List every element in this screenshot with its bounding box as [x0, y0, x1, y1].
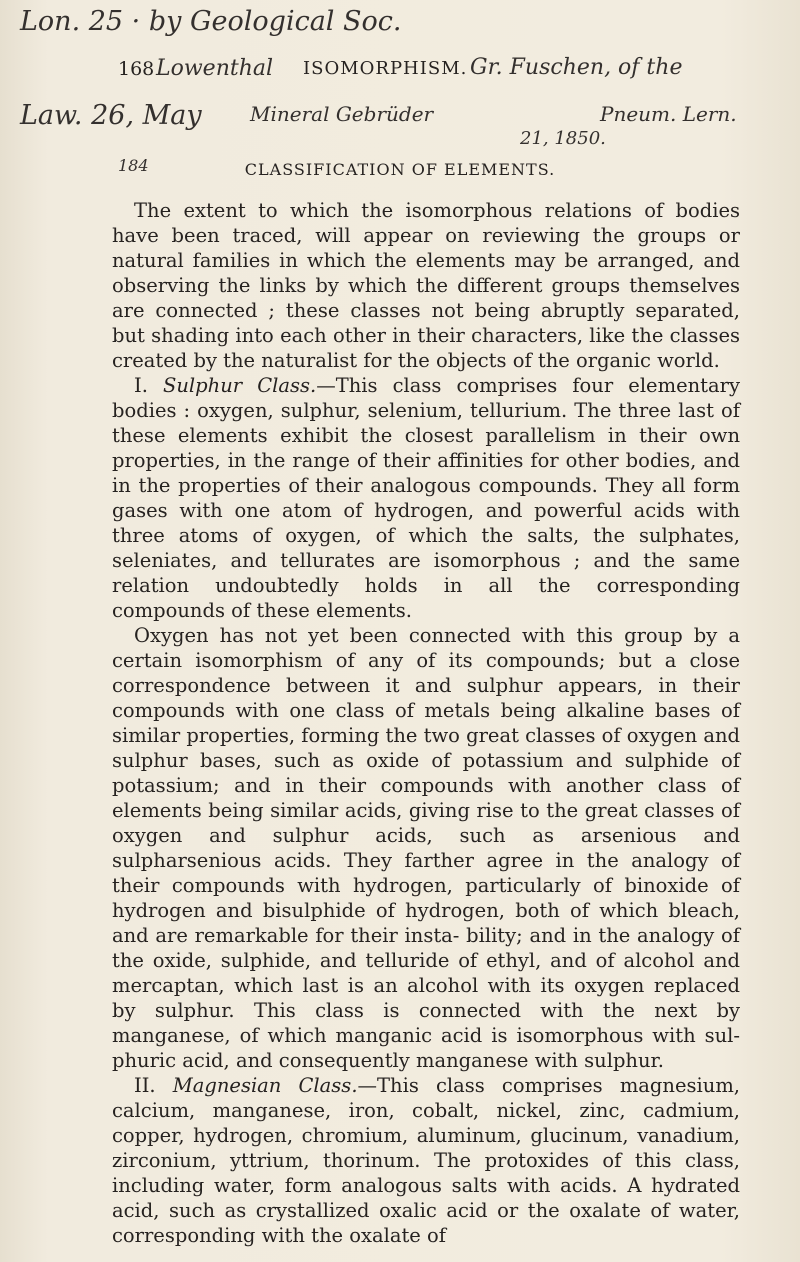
handwritten-annotation-right-a: Gr. Fuschen, of the — [470, 55, 683, 80]
handwritten-annotation-center: Mineral Gebrüder — [250, 102, 434, 126]
handwritten-annotation-page-ref: 21, 1850. — [520, 128, 606, 149]
page-header — [118, 58, 718, 88]
paragraph-text: The extent to which the isomorphous relations of bodies have been traced, will appear on reviewing the groups or natural families in which the elements may be arranged, and observing the links by which the different groups themselves are connected ; these classes not being abruptly separated, but shading into each other in their characters, like the classes created by the naturalist for the objects of the organic world. — [112, 199, 740, 372]
paragraph-text: Oxygen has not yet been connected with this group by a certain isomorphism of any of its compounds; but a close correspondence between it and sulphur appears, in their compounds with one class of metals being alkaline bases of similar properties, forming the two great classes of oxygen and sulphur bases, such as oxide of potassium and sulphide of potassium; and in their compounds with another class of elements being similar acids, giving rise to the great classes of oxygen and sulphur acids, such as arsenious and sulpharsenious acids. They farther agree in the analogy of their compounds with hydrogen, particularly of binoxide of hydrogen and bisulphide of hydrogen, both of which bleach, and are remarkable for their insta- bility; and in the analogy of the oxide, sulphide, and telluride of ethyl, and of alcohol and mercaptan, which last is an alcohol with its oxygen replaced by sulphur. This class is connected with the next by manganese, of which manganic acid is isomorphous with sul- phuric acid, and consequently manganese with sulphur. — [112, 624, 741, 1072]
class-name: Magnesian Class. — [172, 1074, 358, 1097]
body-text — [112, 198, 740, 1248]
section-title: CLASSIFICATION OF ELEMENTS. — [244, 160, 556, 179]
handwritten-annotation-left: Law. 26, May — [20, 100, 202, 131]
class-number: II. — [134, 1074, 173, 1097]
running-title: ISOMORPHISM. — [303, 58, 468, 79]
paragraph-sulphur-class — [112, 373, 740, 623]
class-name: Sulphur Class. — [163, 374, 317, 397]
paragraph-text: —This class comprises four elementary bodies : oxygen, sulphur, selenium, tellurium. The three last of these elements exhibit the closest parallelism in their own properties, in the range of their affinities for other bodies, and in the properties of their analogous compounds. They all form gases with one atom of hydrogen, and powerful acids with three atoms of oxygen, of which the salts, the sulphates, seleniates, and tellurates are isomorphous ; and the same relation undoubtedly holds in all the corresponding compounds of these elements. — [112, 374, 740, 622]
paragraph-oxygen — [112, 623, 740, 1073]
paragraph-intro — [112, 198, 740, 373]
paragraph-magnesian-class — [112, 1073, 740, 1248]
class-number: I. — [134, 374, 164, 397]
handwritten-annotation-name: Lowenthal — [156, 56, 274, 81]
handwritten-annotation-date: 184 — [118, 156, 149, 175]
handwritten-annotation-top: Lon. 25 · by Geological Soc. — [20, 6, 402, 37]
page-number: 168 — [118, 58, 155, 80]
paragraph-text: —This class comprises magnesium, calcium, manganese, iron, cobalt, nickel, zinc, cadmium, copper, hydrogen, chromium, aluminum, glucinum, vanadium, zirconium, yttrium, thorinum. The protoxides of this class, including water, form analogous salts with acids. A hydrated acid, such as crystallized oxalic acid or the oxalate of water, corresponding with the oxalate of — [112, 1074, 741, 1247]
handwritten-annotation-right-b: Pneum. Lern. — [600, 102, 737, 126]
